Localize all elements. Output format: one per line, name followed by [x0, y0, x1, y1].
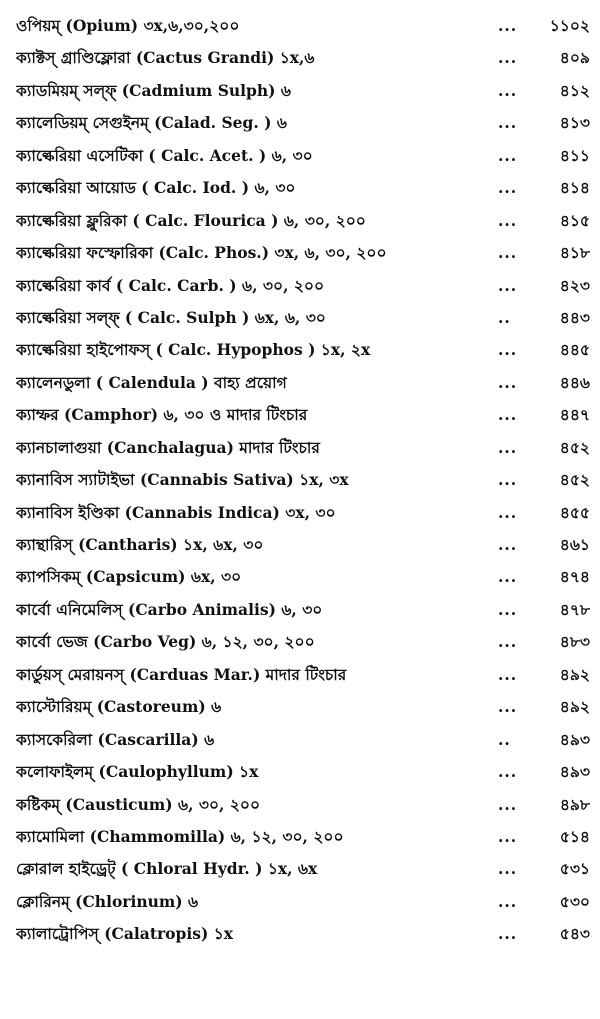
entry-title: ক্লোরিনম্ (Chlorinum) ৬ [16, 891, 199, 911]
entry-title: ক্যাসকেরিলা (Cascarilla) ৬ [16, 729, 215, 749]
entry-title: ওপিয়ম্ (Opium) ৩x,৬,৩০,২০০ [16, 16, 240, 35]
toc-entry [16, 270, 594, 302]
entry-title: ক্যাস্টোরিয়ম্ (Castoreum) ৬ [16, 697, 222, 717]
entry-page-number: ৪১৫ [559, 210, 590, 230]
entry-page-number: ৪৭৮ [559, 599, 590, 619]
entry-page-number: ৪৮৩ [559, 632, 590, 652]
entry-page-number: ৪৯৩ [559, 762, 590, 782]
entry-title: কলোফাইলম্ (Caulophyllum) ১x [16, 762, 259, 782]
toc-entry [16, 237, 594, 269]
entry-title: ক্যাল্কেরিয়া ফস্ফোরিকা (Calc. Phos.) ৩x, ৬, ৩০, ২০০ [16, 243, 387, 263]
entry-leader-dots: ... [498, 859, 518, 879]
entry-page-number: ৪৯২ [559, 697, 590, 717]
entry-title: ক্যামোমিলা (Chammomilla) ৬, ১২, ৩০, ২০০ [16, 826, 344, 846]
entry-leader-dots: ... [498, 243, 518, 263]
entry-title: ক্যাপসিকম্ (Capsicum) ৬x, ৩০ [16, 567, 242, 587]
entry-title: ক্যাল্কেরিয়া আয়োড ( Calc. Iod. ) ৬, ৩০ [16, 178, 296, 198]
toc-entry [16, 853, 594, 885]
entry-title: ক্যানাবিস স্যাটাইভা (Cannabis Sativa) ১x, ৩x [16, 470, 349, 490]
toc-entry [16, 821, 594, 853]
entry-page-number: ৪৯৮ [559, 794, 590, 814]
toc-entry [16, 659, 594, 691]
entry-page-number: ৪০৯ [559, 48, 590, 68]
entry-title: ক্যাডমিয়ম্ সল্ফ্ (Cadmium Sulph) ৬ [16, 80, 291, 100]
entry-title: ক্যালেনডুলা ( Calendula ) বাহ্য প্রয়োগ [16, 372, 287, 392]
entry-title: ক্যাল্কেরিয়া কার্ব ( Calc. Carb. ) ৬, ৩০, ২০০ [16, 275, 325, 295]
entry-page-number: ৪৫২ [559, 470, 590, 490]
entry-leader-dots: ... [498, 275, 518, 295]
entry-page-number: ৪৭৪ [559, 567, 590, 587]
entry-page-number: ৪২৩ [559, 275, 590, 295]
toc-entry [16, 75, 594, 107]
entry-leader-dots: ... [498, 178, 518, 198]
entry-leader-dots: ... [498, 891, 518, 911]
toc-entry [16, 140, 594, 172]
entry-title: ক্যাল্কেরিয়া হাইপোফস্ ( Calc. Hypophos ) ১x, ২x [16, 340, 371, 360]
entry-title: ক্যান্থারিস্ (Cantharis) ১x, ৬x, ৩০ [16, 535, 264, 554]
entry-leader-dots: ... [498, 535, 518, 554]
toc-entry [16, 497, 594, 529]
entry-leader-dots: ... [498, 502, 518, 522]
toc-entry [16, 107, 594, 139]
entry-title: ক্যাল্কেরিয়া ফ্লুরিকা ( Calc. Flourica ) ৬, ৩০, ২০০ [16, 210, 366, 230]
entry-title: কষ্টিকম্ (Causticum) ৬, ৩০, ২০০ [16, 794, 261, 814]
toc-entry [16, 42, 594, 74]
entry-leader-dots: ... [498, 826, 518, 846]
entry-leader-dots: ... [498, 470, 518, 490]
entry-leader-dots: ... [498, 599, 518, 619]
entry-leader-dots: ... [498, 664, 518, 684]
toc-entry [16, 367, 594, 399]
entry-leader-dots: ... [498, 697, 518, 717]
entry-page-number: ৪৫৫ [559, 502, 590, 522]
entry-title: কার্বো এনিমেলিস্ (Carbo Animalis) ৬, ৩০ [16, 599, 323, 619]
entry-page-number: ৫৪৩ [559, 924, 590, 944]
entry-page-number: ৪৪৭ [559, 405, 590, 425]
entry-title: ক্যাল্কেরিয়া এসেটিকা ( Calc. Acet. ) ৬, ৩০ [16, 145, 313, 165]
entry-page-number: ৫৩০ [559, 891, 590, 911]
entry-leader-dots: .. [498, 307, 511, 327]
entry-page-number: ৪৫২ [559, 437, 590, 457]
entry-page-number: ৪১৪ [559, 178, 590, 198]
entry-page-number: ৪৬১ [559, 535, 590, 554]
entry-page-number: ৪১৮ [559, 243, 590, 263]
entry-leader-dots: ... [498, 762, 518, 782]
toc-entry [16, 172, 594, 204]
entry-leader-dots: ... [498, 145, 518, 165]
entry-leader-dots: ... [498, 372, 518, 392]
entry-page-number: ৪৪৩ [559, 307, 590, 327]
toc-entry [16, 756, 594, 788]
toc-entry [16, 464, 594, 496]
toc-entry [16, 594, 594, 626]
entry-leader-dots: ... [498, 437, 518, 457]
entry-leader-dots: ... [498, 16, 518, 35]
entry-page-number: ৫১৪ [559, 826, 590, 846]
entry-page-number: ৪৪৬ [559, 372, 590, 392]
toc-entry [16, 205, 594, 237]
entry-title: ক্যালেডিয়ম্ সেগুইনম্ (Calad. Seg. ) ৬ [16, 113, 287, 133]
entry-leader-dots: ... [498, 48, 518, 68]
entry-leader-dots: ... [498, 340, 518, 360]
entry-leader-dots: ... [498, 80, 518, 100]
entry-title: কার্ডুয়স্ মেরায়নস্ (Carduas Mar.) মাদার টিংচার [16, 664, 347, 684]
entry-leader-dots: ... [498, 794, 518, 814]
entry-title: ক্যাক্টস্ গ্রাণ্ডিফ্লোরা (Cactus Grandi) ১x,৬ [16, 48, 315, 68]
entry-page-number: ৪৯২ [559, 664, 590, 684]
entry-page-number: ৪৪৫ [559, 340, 590, 360]
entry-page-number: ৪১১ [559, 145, 590, 165]
entry-title: ক্যাম্ফর (Camphor) ৬, ৩০ ও মাদার টিংচার [16, 405, 308, 425]
entry-leader-dots: ... [498, 924, 518, 944]
entry-leader-dots: ... [498, 567, 518, 587]
entry-title: ক্যানাবিস ইণ্ডিকা (Cannabis Indica) ৩x, ৩০ [16, 502, 336, 522]
entry-title: ক্যাল্কেরিয়া সল্ফ্ ( Calc. Sulph ) ৬x, ৬, ৩০ [16, 307, 326, 327]
table-of-contents [16, 10, 594, 951]
entry-page-number: ৫৩১ [559, 859, 590, 879]
toc-entry [16, 918, 594, 950]
toc-entry [16, 529, 594, 561]
entry-leader-dots: ... [498, 210, 518, 230]
entry-leader-dots: ... [498, 632, 518, 652]
entry-page-number: ৪১২ [559, 80, 590, 100]
toc-entry [16, 691, 594, 723]
entry-leader-dots: .. [498, 729, 511, 749]
toc-entry [16, 302, 594, 334]
toc-entry [16, 432, 594, 464]
entry-title: ক্যানচালাগুয়া (Canchalagua) মাদার টিংচার [16, 437, 320, 457]
toc-entry [16, 334, 594, 366]
toc-entry [16, 561, 594, 593]
entry-leader-dots: ... [498, 405, 518, 425]
entry-page-number: ৪৯৩ [559, 729, 590, 749]
toc-entry [16, 724, 594, 756]
toc-entry [16, 626, 594, 658]
entry-leader-dots: ... [498, 113, 518, 133]
toc-entry [16, 399, 594, 431]
toc-entry [16, 886, 594, 918]
toc-entry [16, 10, 594, 42]
toc-entry [16, 789, 594, 821]
entry-page-number: ৪১৩ [559, 113, 590, 133]
entry-title: কার্বো ভেজ (Carbo Veg) ৬, ১২, ৩০, ২০০ [16, 632, 315, 652]
entry-page-number: ১১০২ [549, 16, 590, 35]
entry-title: ক্যালাট্রোপিস্ (Calatropis) ১x [16, 924, 233, 944]
entry-title: ক্লোরাল হাইড্রেট্ ( Chloral Hydr. ) ১x, ৬x [16, 859, 318, 879]
